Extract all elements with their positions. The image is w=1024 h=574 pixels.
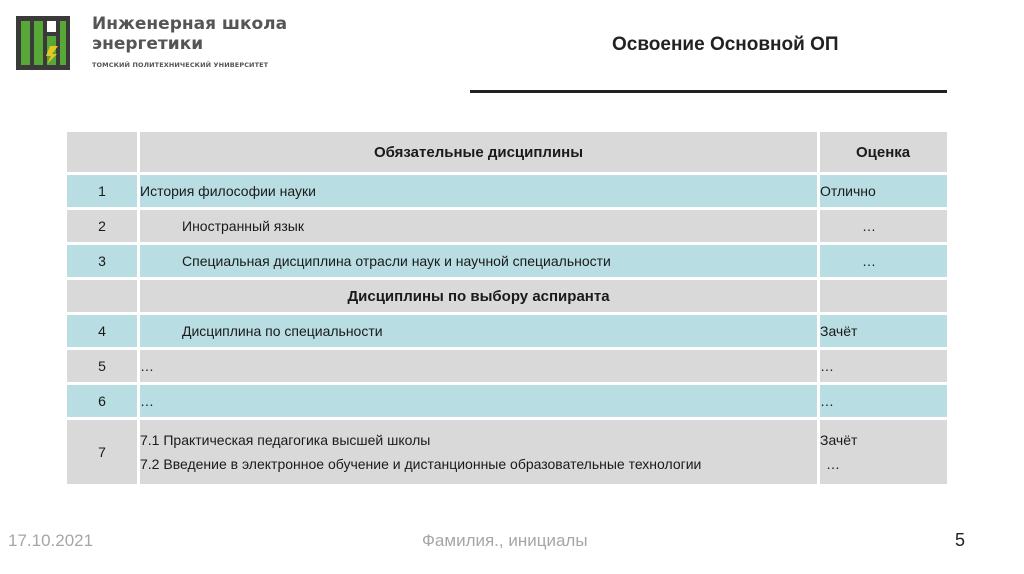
discipline-grade: … [820,245,947,280]
footer-author: Фамилия., инициалы [422,531,588,550]
row-number: 7 [67,420,140,487]
discipline-grade: … [820,350,947,385]
table-row [67,385,947,420]
discipline-name: … [140,350,820,385]
discipline-grade: Отлично [820,175,947,210]
discipline-grade: Зачёт [820,315,947,350]
org-name-line1: Инженерная школа [92,14,288,34]
header-num-cell [67,132,140,175]
row-number: 6 [67,385,140,420]
school-logo-icon [16,16,70,70]
discipline-name: … [140,385,820,420]
discipline-name: Специальная дисциплина отрасли наук и научной специальности [140,245,820,280]
elective-grade-cell [820,280,947,315]
row-number: 3 [67,245,140,280]
row-number: 4 [67,315,140,350]
table-row [67,175,947,210]
elective-section-row [67,280,947,315]
discipline-grade: … [820,385,947,420]
row-number: 1 [67,175,140,210]
page-number: 5 [955,530,966,550]
table-row [67,210,947,245]
university-name: ТОМСКИЙ ПОЛИТЕХНИЧЕСКИЙ УНИВЕРСИТЕТ [92,61,269,69]
table-header-row [67,132,947,175]
row-number: 2 [67,210,140,245]
table-row [67,245,947,280]
discipline-name: Дисциплина по специальности [140,315,820,350]
grade-line-2: … [826,456,840,472]
grade-header: Оценка [820,132,947,175]
row-number: 5 [67,350,140,385]
discipline-name-multiline [140,420,820,487]
elective-num-cell [67,280,140,315]
grade-line-1: Зачёт [820,432,858,448]
discipline-grade: … [820,210,947,245]
discipline-line-1: 7.1 Практическая педагогика высшей школы [140,432,431,448]
title-underline [470,90,947,93]
footer-date: 17.10.2021 [8,531,94,550]
discipline-name: Иностранный язык [140,210,820,245]
table-row [67,350,947,385]
org-name [92,14,287,54]
discipline-name: История философии науки [140,175,820,210]
required-disciplines-header: Обязательные дисциплины [140,132,820,175]
elective-disciplines-header: Дисциплины по выбору аспиранта [140,280,820,315]
discipline-grade-multiline [820,420,947,487]
discipline-line-2: 7.2 Введение в электронное обучение и дистанционные образовательные технологии [140,456,702,472]
org-name-line2: энергетики [92,34,204,54]
disciplines-table [67,132,947,487]
slide-title: Освоение Основной ОП [612,34,839,55]
table-row [67,420,947,487]
table-row [67,315,947,350]
